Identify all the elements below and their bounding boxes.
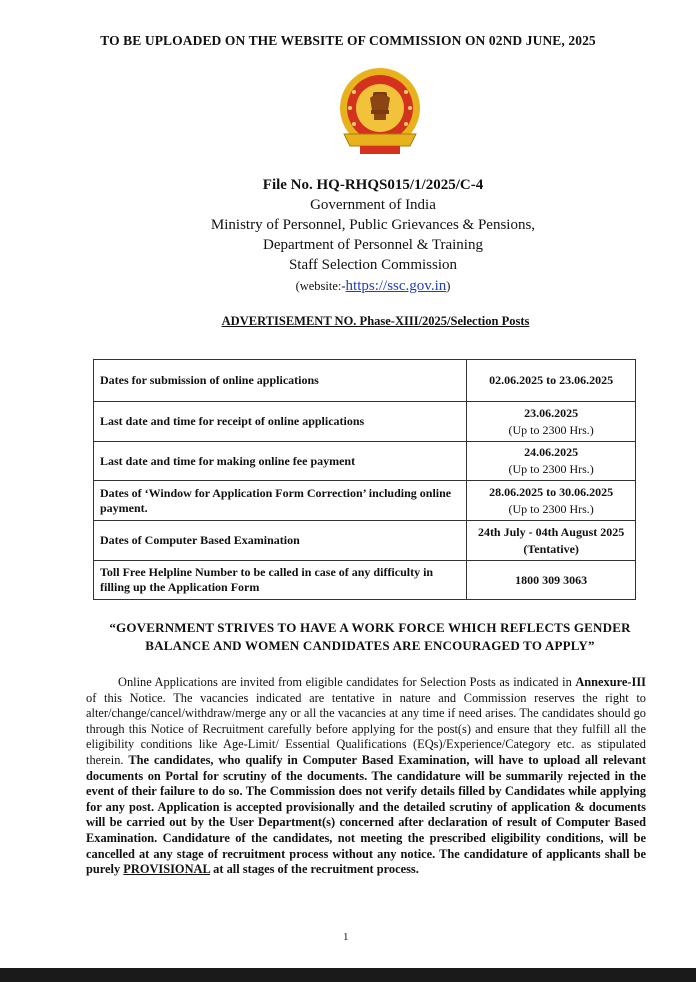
schedule-label: Dates of ‘Window for Application Form Correction’ including online payment. — [94, 481, 467, 521]
notice-body — [86, 675, 646, 878]
schedule-sub: (Up to 2300 Hrs.) — [508, 462, 594, 476]
schedule-table — [93, 359, 636, 600]
commission-line: Staff Selection Commission — [288, 257, 458, 273]
quote-line: BALANCE AND WOMEN CANDIDATES ARE ENCOURAGED TO APPLY” — [145, 638, 595, 653]
advertisement-number: ADVERTISEMENT NO. Phase-XIII/2025/Selection Posts — [221, 314, 530, 328]
website-suffix: ) — [446, 279, 451, 293]
department-line: Department of Personnel & Training — [263, 237, 483, 253]
government-line: Government of India — [310, 197, 436, 213]
table-row — [94, 442, 636, 481]
schedule-label: Dates of Computer Based Examination — [94, 521, 467, 561]
page-number: 1 — [343, 931, 349, 943]
table-row — [94, 561, 636, 600]
quote-line: “GOVERNMENT STRIVES TO HAVE A WORK FORCE WHICH REFLECTS GENDER — [109, 620, 631, 635]
website-prefix: (website:- — [295, 279, 346, 293]
schedule-value: 24.06.2025 (Up to 2300 Hrs.) — [467, 442, 636, 481]
schedule-label: Last date and time for receipt of online applications — [94, 402, 467, 442]
schedule-value: 23.06.2025 (Up to 2300 Hrs.) — [467, 402, 636, 442]
schedule-sub: (Up to 2300 Hrs.) — [508, 422, 594, 437]
bottom-bar — [0, 968, 696, 982]
ssc-emblem-icon — [330, 62, 430, 160]
website-link[interactable]: https://ssc.gov.in — [345, 278, 447, 294]
table-row — [94, 402, 636, 442]
schedule-label: Dates for submission of online applications — [94, 360, 467, 402]
schedule-value: 28.06.2025 to 30.06.2025 (Up to 2300 Hrs.) — [467, 481, 636, 521]
schedule-label: Last date and time for making online fee payment — [94, 442, 467, 481]
body-paragraph: Online Applications are invited from eligible candidates for Selection Posts as indicated in Annexure-III of this Notice. The vacancies indicated are tentative in nature and Commission reserves the right to alter/change/cancel/withdraw/merge any or all the vacancies at any time if need arises. The candidates should go through this Notice of Recruitment carefully before applying for the post(s) and ensure that they fulfill all the eligibility conditions like Age-Limit/ Essential Qualifications (EQs)/Experience/Category etc. as stipulated therein. The candidates, who qualify in Computer Based Examination, will have to upload all relevant documents on Portal for scrutiny of the documents. The candidature will be summarily rejected in the event of their failure to do so. The Commission does not verify details filled by Candidates while applying for any post. Application is accepted provisionally and the detailed scrutiny of application & documents will be carried out by the User Department(s) concerned after declaration of result of Computer Based Examination. Candidature of the candidates, not meeting the prescribed eligibility conditions, will be cancelled at any stage of recruitment process without any notice. The candidature of applicants shall be purely PROVISIONAL at all stages of the recruitment process. — [86, 675, 646, 877]
table-row — [94, 481, 636, 521]
schedule-label: Toll Free Helpline Number to be called in case of any difficulty in filling up the Application Form — [94, 561, 467, 600]
website-line — [50, 275, 696, 297]
schedule-sub: (Tentative) — [523, 541, 579, 556]
upload-notice-heading: TO BE UPLOADED ON THE WEBSITE OF COMMISSION ON 02ND JUNE, 2025 — [100, 33, 596, 48]
table-row — [94, 360, 636, 402]
gender-balance-quote — [60, 619, 680, 655]
table-row — [94, 521, 636, 561]
header-block — [0, 175, 696, 297]
file-number: File No. HQ-RHQS015/1/2025/C-4 — [262, 177, 484, 193]
schedule-sub: (Up to 2300 Hrs.) — [508, 501, 594, 516]
schedule-value: 24th July - 04th August 2025 (Tentative) — [467, 521, 636, 561]
schedule-value: 02.06.2025 to 23.06.2025 — [467, 360, 636, 402]
ministry-line: Ministry of Personnel, Public Grievances & Pensions, — [210, 217, 536, 233]
schedule-value: 1800 309 3063 — [467, 561, 636, 600]
